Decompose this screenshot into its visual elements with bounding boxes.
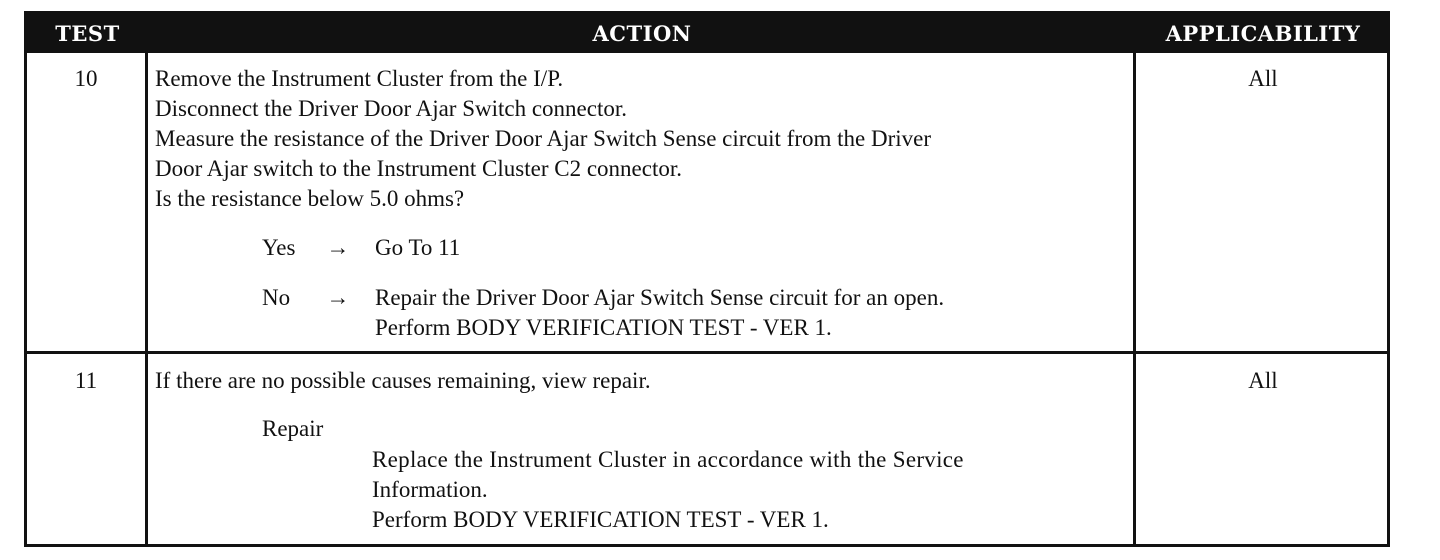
test-number-11: 11 (74, 368, 98, 393)
action-line: Door Ajar switch to the Instrument Cluster C2 connector. (155, 156, 682, 181)
header-test: TEST (55, 21, 120, 46)
yes-goto: Go To 11 (375, 235, 461, 260)
test-number-10: 10 (74, 66, 98, 91)
column-divider-applicability (1133, 53, 1136, 544)
applicability-10: All (1248, 66, 1278, 91)
repair-label: Repair (262, 416, 324, 441)
action-line: Measure the resistance of the Driver Door Ajar Switch Sense circuit from the Driver (155, 126, 931, 151)
no-result-line: Repair the Driver Door Ajar Switch Sense circuit for an open. (375, 285, 945, 310)
header-applicability: APPLICABILITY (1165, 21, 1361, 46)
action-line: Is the resistance below 5.0 ohms? (155, 186, 465, 211)
repair-line: Information. (372, 477, 488, 502)
no-arrow-icon: → (326, 285, 350, 310)
no-result (375, 283, 944, 343)
repair-line: Replace the Instrument Cluster in accordance with the Service (372, 447, 964, 472)
diagnostic-table (24, 11, 1390, 547)
yes-arrow-icon: → (326, 235, 350, 260)
action-line: Remove the Instrument Cluster from the I/P. (155, 66, 564, 91)
table-header (27, 14, 1387, 53)
action-11 (155, 366, 1130, 396)
repair-line: Perform BODY VERIFICATION TEST - VER 1. (372, 507, 829, 532)
repair-instructions (372, 445, 1132, 535)
row-divider (27, 351, 1387, 354)
column-divider-test (145, 53, 148, 544)
header-action: ACTION (592, 21, 692, 46)
action-10 (155, 64, 1130, 214)
applicability-11: All (1248, 368, 1278, 393)
yes-label: Yes (262, 235, 296, 260)
no-result-line: Perform BODY VERIFICATION TEST - VER 1. (375, 315, 832, 340)
no-label: No (262, 285, 291, 310)
action-line: Disconnect the Driver Door Ajar Switch connector. (155, 96, 628, 121)
action-line: If there are no possible causes remaining, view repair. (155, 368, 651, 393)
